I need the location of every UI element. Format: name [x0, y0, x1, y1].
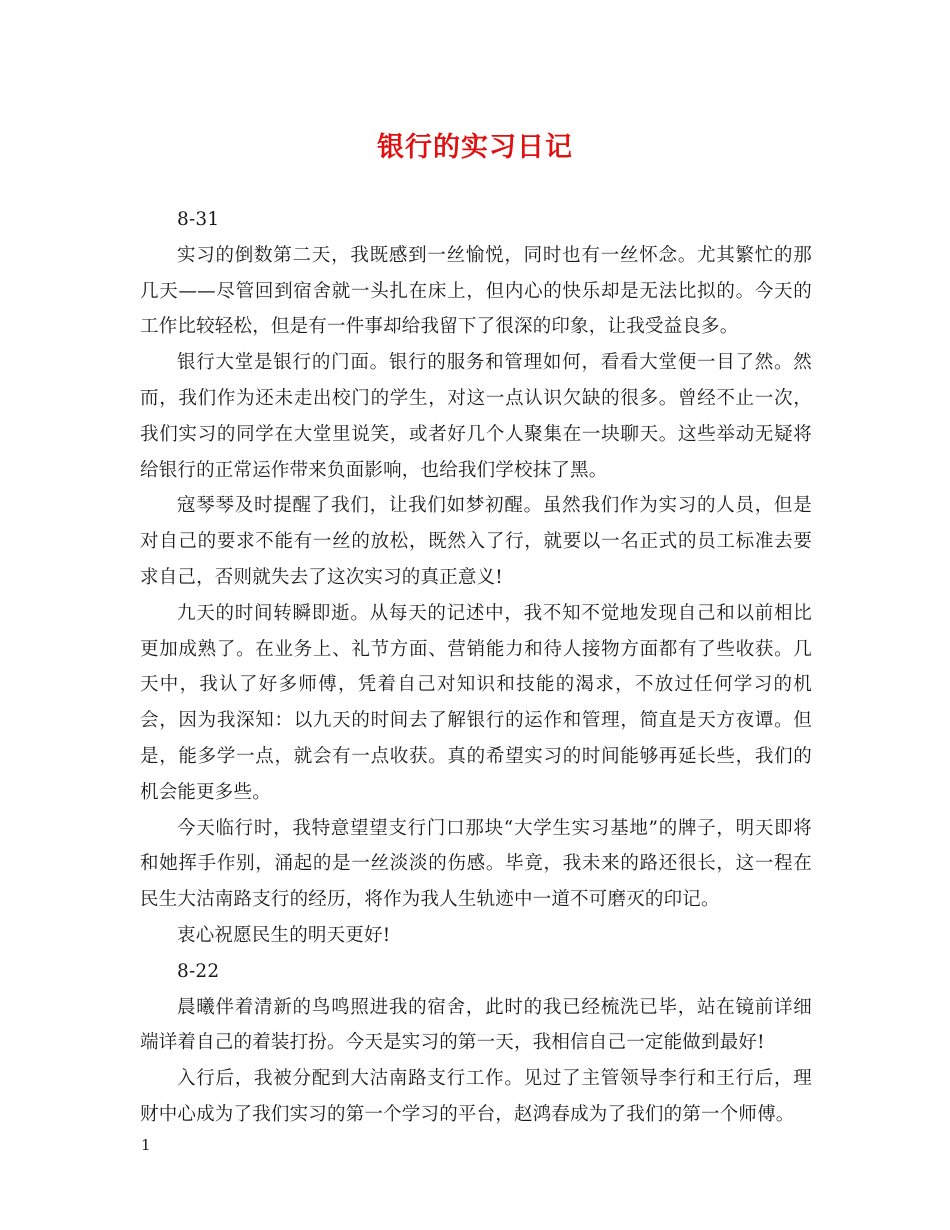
body-paragraph: 银行大堂是银行的门面。银行的服务和管理如何，看看大堂便一目了然。然而，我们作为还未走出校门的学生，对这一点认识欠缺的很多。曾经不止一次，我们实习的同学在大堂里说笑，或者好几个人聚集在一块聊天。这些举动无疑将给银行的正常运作带来负面影响，也给我们学校抹了黑。 — [140, 352, 812, 481]
body-paragraph: 实习的倒数第二天，我既感到一丝愉悦，同时也有一丝怀念。尤其繁忙的那几天——尽管回到宿舍就一头扎在床上，但内心的快乐却是无法比拟的。今天的工作比较轻松，但是有一件事却给我留下了很深的印象，让我受益良多。 — [140, 244, 812, 338]
body-paragraph: 衷心祝愿民生的明天更好! — [177, 924, 391, 946]
body-paragraph: 今天临行时，我特意望望支行门口那块“大学生实习基地”的牌子，明天即将和她挥手作别，涌起的是一丝淡淡的伤感。毕竟，我未来的路还很长，这一程在民生大沽南路支行的经历，将作为我人生轨迹中一道不可磨灭的印记。 — [140, 817, 812, 911]
date-heading: 8-22 — [177, 960, 220, 982]
document-title: 银行的实习日记 — [377, 132, 573, 163]
body-paragraph: 寇琴琴及时提醒了我们，让我们如梦初醒。虽然我们作为实习的人员，但是对自己的要求不能有一丝的放松，既然入了行，就要以一名正式的员工标准去要求自己，否则就失去了这次实习的真正意义! — [140, 495, 812, 588]
body-paragraph: 晨曦伴着清新的鸟鸣照进我的宿舍，此时的我已经梳洗已毕，站在镜前详细端详着自己的着装打扮。今天是实习的第一天，我相信自己一定能做到最好! — [140, 996, 812, 1054]
page-number: 1 — [141, 1136, 151, 1154]
body-paragraph: 入行后，我被分配到大沽南路支行工作。见过了主管领导李行和王行后，理财中心成为了我们实习的第一个学习的平台，赵鸿春成为了我们的第一个师傅。 — [140, 1068, 812, 1125]
document-body — [140, 202, 812, 1133]
date-heading: 8-31 — [177, 209, 220, 230]
body-paragraph: 九天的时间转瞬即逝。从每天的记述中，我不知不觉地发现自己和以前相比更加成熟了。在业务上、礼节方面、营销能力和待人接物方面都有了些收获。几天中，我认了好多师傅，凭着自己对知识和技能的渴求，不放过任何学习的机会，因为我深知：以九天的时间去了解银行的运作和管理，简直是天方夜谭。但是，能多学一点，就会有一点收获。真的希望实习的时间能够再延长些，我们的机会能更多些。 — [140, 602, 812, 803]
